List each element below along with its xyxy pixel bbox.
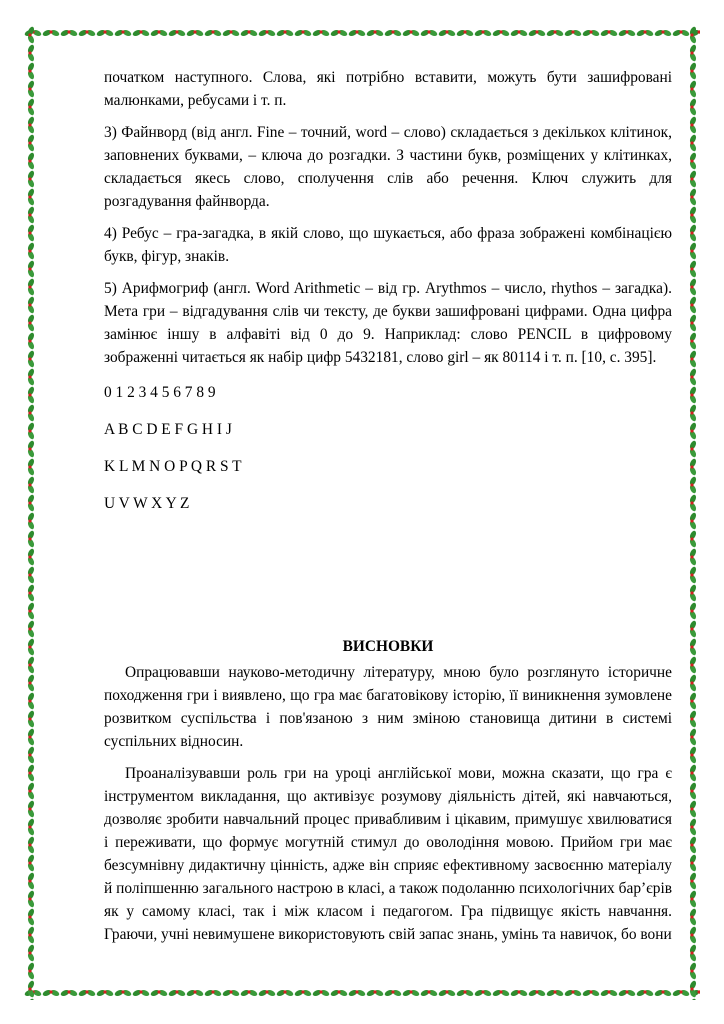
- conclusion-paragraph-2: Проаналізувавши роль гри на уроці англійської мови, можна сказати, що гра є інструментом викладання, що активізує розумову діяльність дітей, які навчаються, дозволяє зробити навчальний процес привабливим і цікавим, примушує хвилюватися і переживати, що формує могутній стимул до оволодіння мовою. Прийом гри має безсумнівну дидактичну цінність, адже він сприяє ефективному засвоєнню матеріалу й поліпшенню загального настрою в класі, а також подоланню психологічних бар’єрів як у самому класі, так і між класом і педагогом. Гра підвищує якість навчання. Граючи, учні невимушене використовують свій запас знань, умінь та навичок, бо вони: [104, 765, 672, 943]
- section-heading: ВИСНОВКИ: [342, 638, 434, 655]
- document-body: [104, 66, 672, 946]
- cipher-digits-row: 0 1 2 3 4 5 6 7 8 9: [104, 384, 216, 401]
- cipher-letters-row-3: U V W X Y Z: [104, 495, 190, 512]
- paragraph-arithmogriph: 5) Арифмогриф (англ. Word Arithmetic – від гр. Arythmos – число, rhythos – загадка). Мета гри – відгадування слів чи тексту, де букви зашифровані цифрами. Одна цифра замінює іншу в алфавіті від 0 до 9. Наприклад: слово PENCIL в цифровому зображенні читається як набір цифр 5432181, слово girl – як 80114 і т. п. [10, с. 395].: [104, 280, 672, 366]
- paragraph-rebus: 4) Ребус – гра-загадка, в якій слово, що шукається, або фраза зображені комбінацією букв, фігур, знаків.: [104, 225, 672, 265]
- holly-border-left: [24, 26, 38, 1000]
- holly-border-top: [24, 26, 700, 40]
- holly-border-right: [686, 26, 700, 1000]
- cipher-letters-row-2: K L M N O P Q R S T: [104, 458, 242, 475]
- conclusion-paragraph-1: Опрацювавши науково-методичну літературу, мною було розглянуто історичне походження гри і виявлено, що гра має багатовікову історію, її виникнення зумовлене розвитком суспільства і пов'язаною з ним зміною становища дитини в системі суспільних відносин.: [104, 664, 672, 750]
- paragraph-fainword: 3) Файнворд (від англ. Fine – точний, word – слово) складається з декількох клітинок, заповнених буквами, – ключа до розгадки. З частини букв, розміщених у клітинках, складається якесь слово, сполучення слів або речення. Ключ служить для розгадування файнворда.: [104, 124, 672, 210]
- holly-border-bottom: [24, 986, 700, 1000]
- paragraph-continuation: початком наступного. Слова, які потрібно вставити, можуть бути зашифровані малюнками, ребусами і т. п.: [104, 69, 672, 109]
- cipher-letters-row-1: A B C D E F G H I J: [104, 421, 232, 438]
